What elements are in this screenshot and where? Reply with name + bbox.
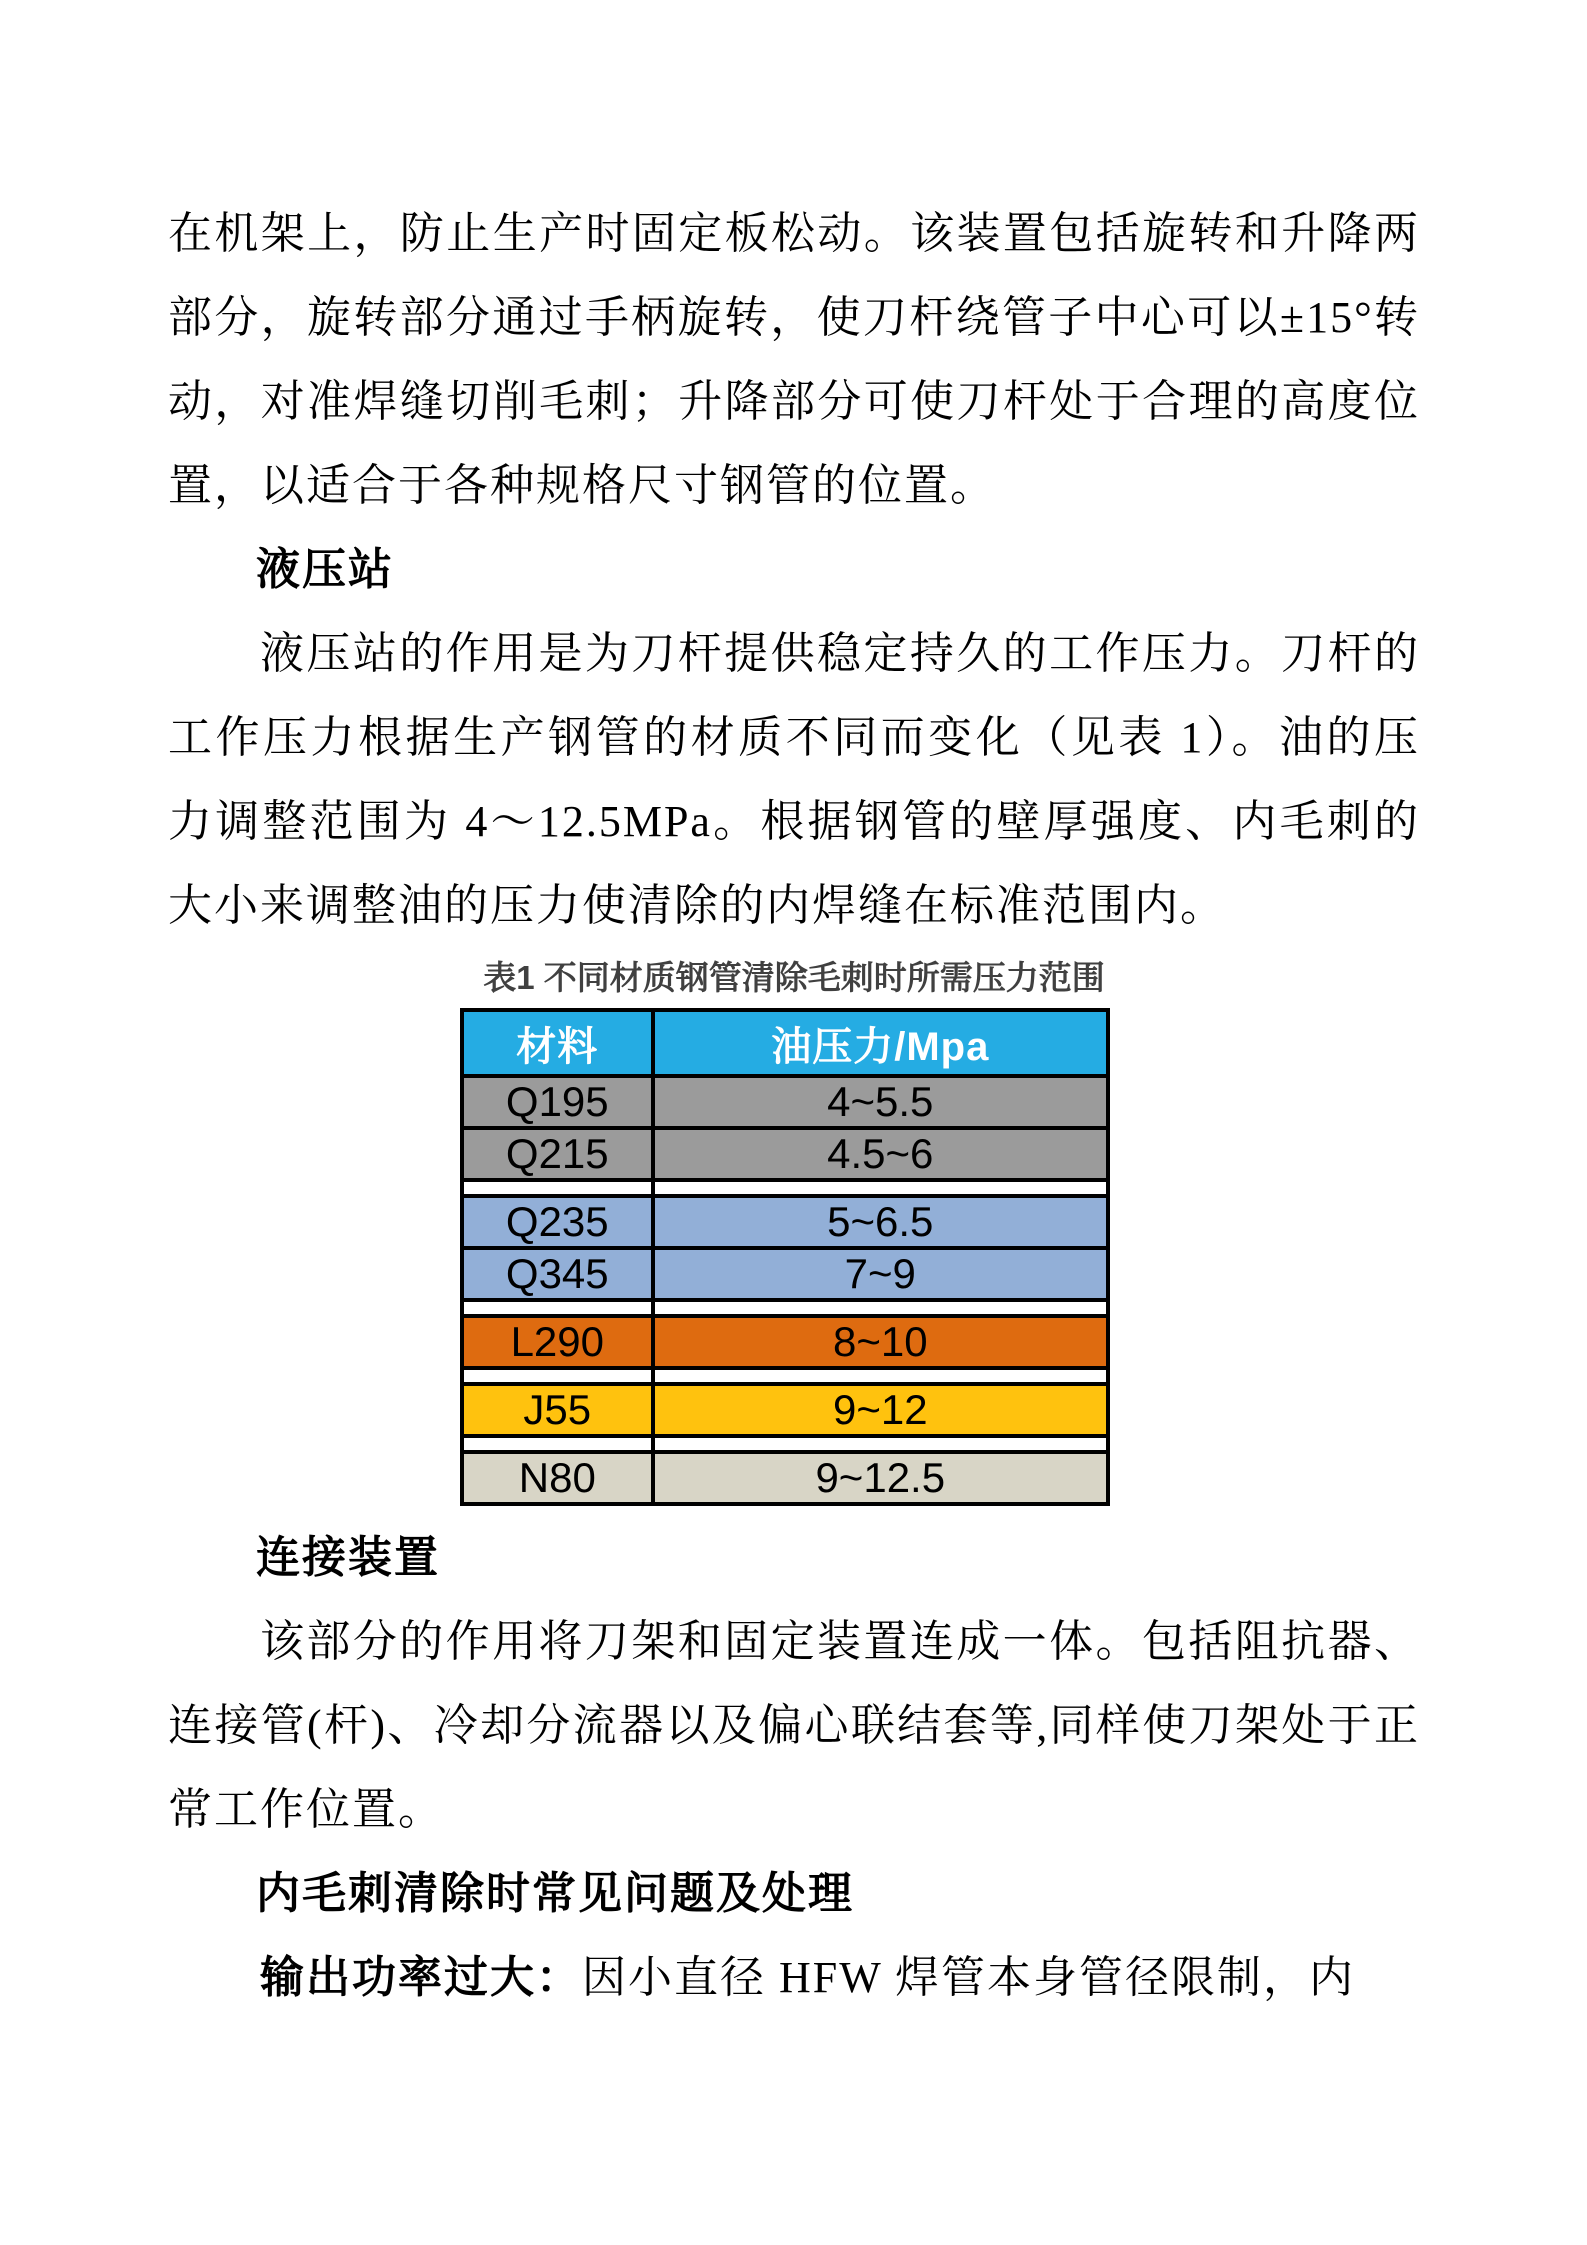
table-row [462,1384,1108,1436]
heading-connection-device: 连接装置 [256,1533,440,1582]
paragraph-fixing-device: 在机架上，防止生产时固定板松动。该装置包括旋转和升降两部分，旋转部分通过手柄旋转，使刀杆绕管子中心可以±15°转动，对准焊缝切削毛刺；升降部分可使刀杆处于合理的高度位置，以适合于各种规格尺寸钢管的位置。 [168,209,1420,510]
table-header-row [462,1010,1108,1076]
table-row [462,1452,1108,1504]
cell-pressure: 5~6.5 [653,1196,1108,1248]
paragraph-output-power [168,1936,1420,2020]
cell-pressure: 8~10 [653,1316,1108,1368]
pressure-table [460,1008,1110,1506]
table-spacer-row [462,1180,1108,1196]
table-spacer-row [462,1368,1108,1384]
cell-material: L290 [462,1316,653,1368]
cell-pressure: 7~9 [653,1248,1108,1300]
table-row [462,1076,1108,1128]
cell-material: Q345 [462,1248,653,1300]
paragraph-connection-device: 该部分的作用将刀架和固定装置连成一体。包括阻抗器、连接管(杆)、冷却分流器以及偏心联结套等,同样使刀架处于正常工作位置。 [168,1617,1420,1834]
table-row [462,1316,1108,1368]
cell-pressure: 9~12 [653,1384,1108,1436]
cell-material: Q215 [462,1128,653,1180]
paragraph-output-power-lead: 输出功率过大： [260,1953,582,2002]
table-row [462,1196,1108,1248]
heading-hydraulic-station: 液压站 [256,545,394,594]
cell-pressure: 4~5.5 [653,1076,1108,1128]
header-cell-material: 材料 [462,1010,653,1076]
cell-material: Q235 [462,1196,653,1248]
heading-problems-handling: 内毛刺清除时常见问题及处理 [256,1869,854,1918]
paragraph-hydraulic-station: 液压站的作用是为刀杆提供稳定持久的工作压力。刀杆的工作压力根据生产钢管的材质不同而变化（见表 1）。油的压力调整范围为 4～12.5MPa。根据钢管的壁厚强度、内毛刺的大小来调整油的压力使清除的内焊缝在标准范围内。 [168,629,1420,930]
table-row [462,1128,1108,1180]
table-row [462,1248,1108,1300]
cell-pressure: 9~12.5 [653,1452,1108,1504]
table-spacer-row [462,1436,1108,1452]
cell-material: Q195 [462,1076,653,1128]
table-caption: 表1 不同材质钢管清除毛刺时所需压力范围 [483,959,1105,996]
header-cell-pressure: 油压力/Mpa [653,1010,1108,1076]
table-spacer-row [462,1300,1108,1316]
cell-material: N80 [462,1452,653,1504]
cell-material: J55 [462,1384,653,1436]
paragraph-output-power-rest: 因小直径 HFW 焊管本身管径限制，内 [582,1953,1355,2002]
document-page [168,0,1420,2020]
cell-pressure: 4.5~6 [653,1128,1108,1180]
